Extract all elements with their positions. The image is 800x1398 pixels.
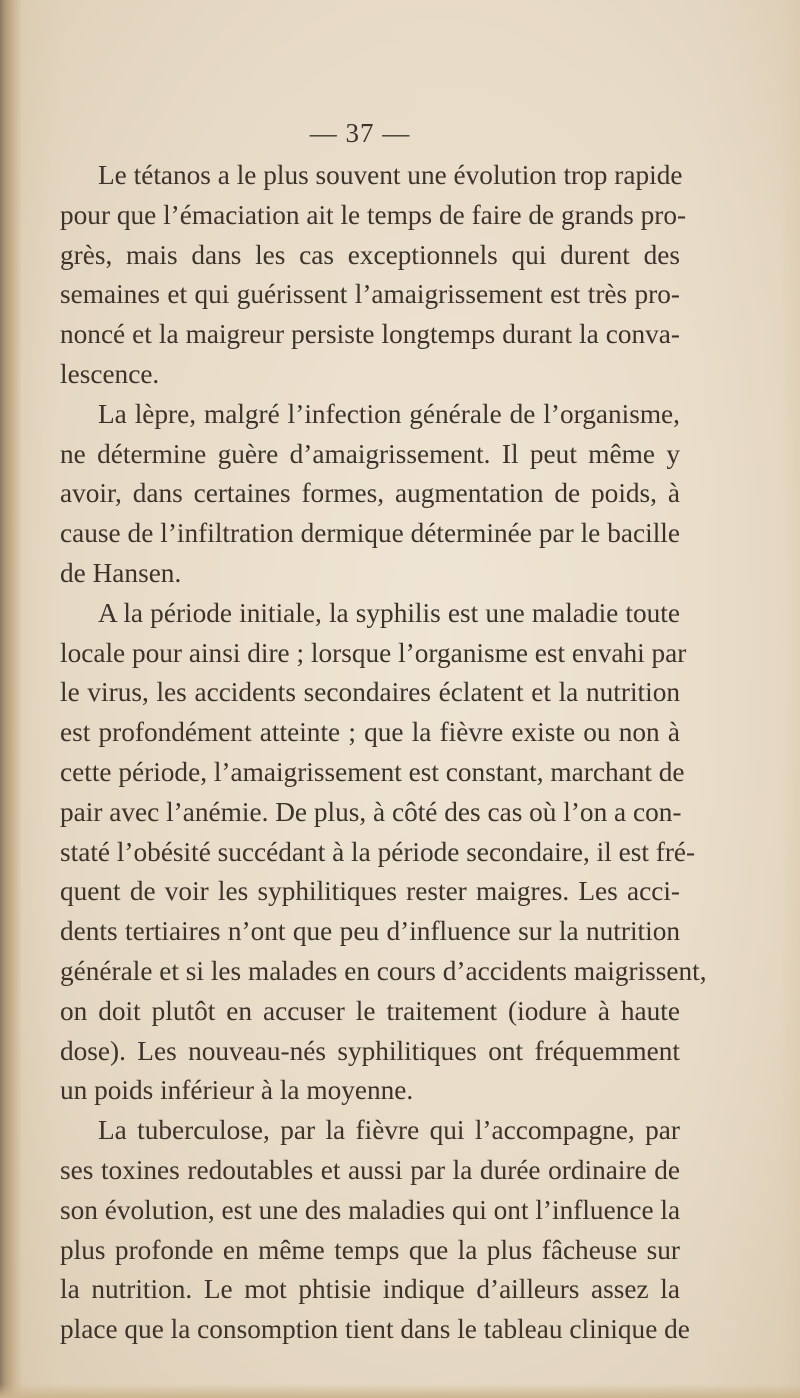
text-line: son évolution, est une des maladies qui ont l’influence la: [60, 1194, 681, 1225]
text-line: ses toxines redoutables et aussi par la durée ordinaire de: [60, 1154, 680, 1185]
text-line: le virus, les accidents secondaires éclatent et la nutrition: [60, 677, 680, 708]
text-line: place que la consomption tient dans le tableau clinique de: [60, 1314, 690, 1345]
text-line: A la période initiale, la syphilis est une maladie toute: [98, 597, 680, 628]
page-number: — 37 —: [309, 118, 411, 148]
text-line: grès, mais dans les cas exceptionnels qui durent des: [60, 239, 680, 270]
text-line: dents tertiaires n’ont que peu d’influence sur la nutrition: [60, 916, 680, 947]
text-line: plus profonde en même temps que la plus fâcheuse sur: [60, 1234, 680, 1265]
text-line: pour que l’émaciation ait le temps de faire de grands pro-: [60, 199, 687, 230]
text-line: noncé et la maigreur persiste longtemps durant la conva-: [60, 319, 680, 350]
text-line: ne détermine guère d’amaigrissement. Il peut même y: [60, 438, 680, 469]
book-gutter: [0, 0, 22, 1398]
text-line: dose). Les nouveau-nés syphilitiques ont fréquemment: [60, 1035, 680, 1066]
text-line: générale et si les malades en cours d’accidents maigrissent,: [60, 955, 707, 986]
page-bottom-edge: [0, 1384, 800, 1398]
text-line: semaines et qui guérissent l’amaigrissement est très pro-: [60, 279, 680, 310]
body-text: [60, 156, 707, 1350]
text-line: Le tétanos a le plus souvent une évolution trop rapide: [98, 160, 683, 190]
text-line: La lèpre, malgré l’infection générale de l’organisme,: [98, 398, 680, 429]
text-line: est profondément atteinte ; que la fièvre existe ou non à: [60, 717, 680, 748]
text-line: quent de voir les syphilitiques rester maigres. Les acci-: [60, 876, 680, 907]
text-line: staté l’obésité succédant à la période secondaire, il est fré-: [60, 836, 696, 867]
text-line: cause de l’infiltration dermique déterminée par le bacille: [60, 518, 680, 549]
text-line: avoir, dans certaines formes, augmentation de poids, à: [60, 478, 680, 509]
text-line: pair avec l’anémie. De plus, à côté des cas où l’on a con-: [60, 796, 682, 827]
text-line: un poids inférieur à la moyenne.: [60, 1075, 414, 1106]
text-line: La tuberculose, par la fièvre qui l’accompagne, par: [98, 1115, 680, 1146]
text-line: de Hansen.: [60, 557, 182, 588]
text-line: la nutrition. Le mot phtisie indique d’ailleurs assez la: [60, 1274, 680, 1305]
text-line: locale pour ainsi dire ; lorsque l’organisme est envahi par: [60, 637, 687, 668]
text-line: cette période, l’amaigrissement est constant, marchant de: [60, 756, 685, 787]
text-line: on doit plutôt en accuser le traitement (iodure à haute: [60, 995, 680, 1026]
text-line: lescence.: [60, 358, 160, 389]
